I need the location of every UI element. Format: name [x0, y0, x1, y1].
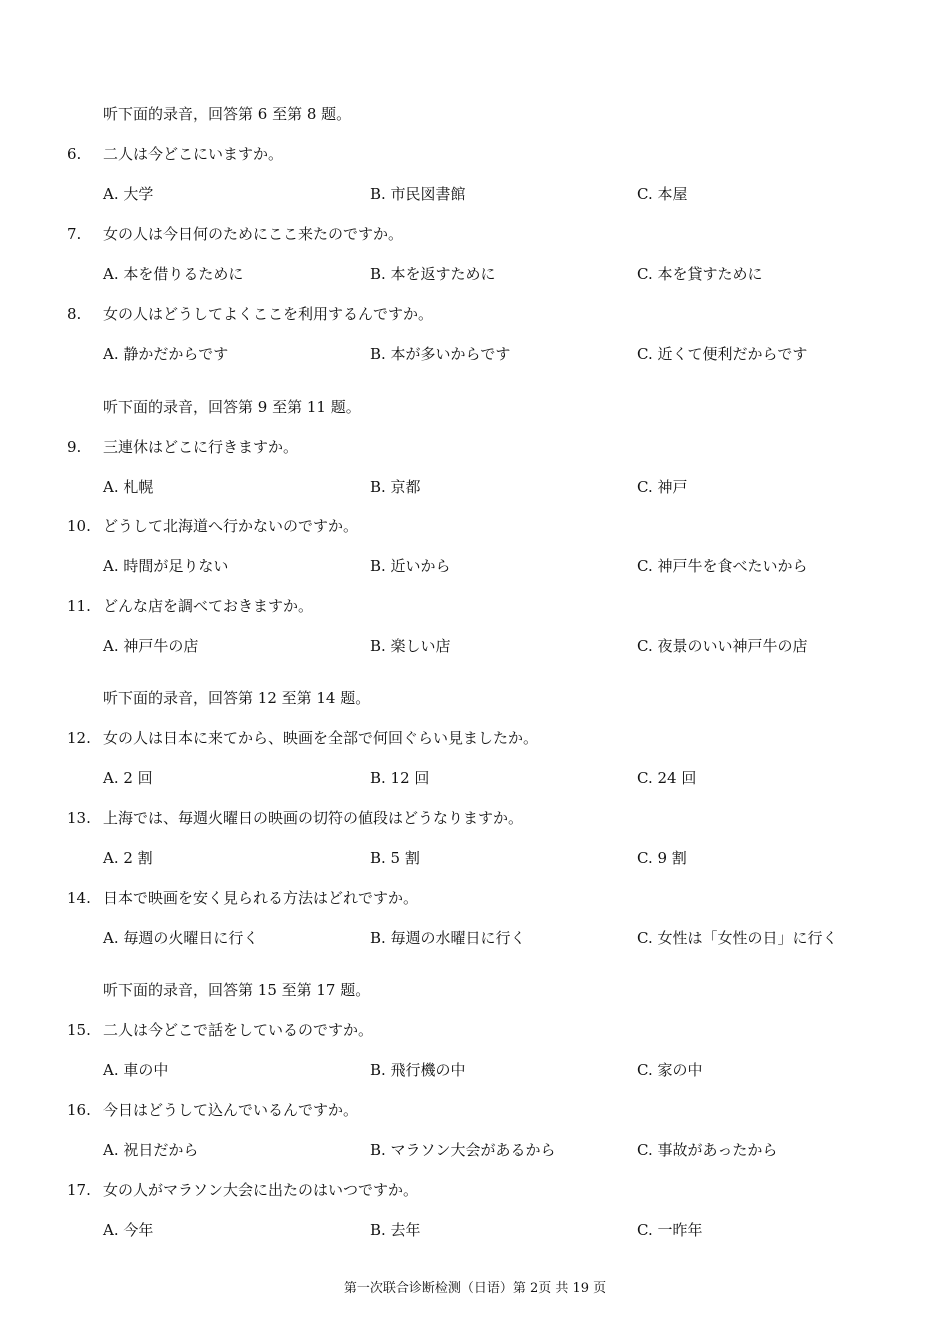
- question-number: 17.: [67, 1181, 91, 1199]
- option-c: C. 近くて便利だからです: [637, 345, 808, 363]
- question-number: 11.: [67, 597, 91, 615]
- option-c: C. 神戸: [637, 478, 688, 496]
- question-text: 今日はどうして込んでいるんですか。: [103, 1101, 359, 1119]
- option-c: C. 夜景のいい神戸牛の店: [637, 637, 808, 655]
- option-b: B. 京都: [370, 478, 421, 496]
- question-number: 14.: [67, 889, 91, 907]
- option-a: A. 毎週の火曜日に行く: [103, 929, 259, 947]
- option-b: B. 5 割: [370, 849, 420, 867]
- question-number: 8.: [67, 305, 82, 323]
- option-c: C. 一昨年: [637, 1221, 703, 1239]
- question-text: どうして北海道へ行かないのですか。: [103, 517, 359, 535]
- question-text: 三連休はどこに行きますか。: [103, 438, 299, 456]
- option-b: B. 本が多いからです: [370, 345, 511, 363]
- option-a: A. 静かだからです: [103, 345, 229, 363]
- option-a: A. 札幌: [103, 478, 154, 496]
- option-c: C. 事故があったから: [637, 1141, 778, 1159]
- option-b: B. 本を返すために: [370, 265, 496, 283]
- option-a: A. 本を借りるために: [103, 265, 244, 283]
- question-text: 上海では、毎週火曜日の映画の切符の値段はどうなりますか。: [103, 809, 524, 827]
- option-a: A. 時間が足りない: [103, 557, 229, 575]
- section-header: 听下面的录音，回答第 9 至第 11 题。: [103, 398, 361, 416]
- option-b: B. 楽しい店: [370, 637, 451, 655]
- option-c: C. 家の中: [637, 1061, 703, 1079]
- question-number: 13.: [67, 809, 91, 827]
- page-footer: 第一次联合诊断检测（日语）第 2页 共 19 页: [343, 1281, 607, 1296]
- question-number: 16.: [67, 1101, 91, 1119]
- section-header: 听下面的录音，回答第 15 至第 17 题。: [103, 981, 371, 999]
- option-a: A. 2 割: [103, 849, 153, 867]
- option-b: B. 去年: [370, 1221, 421, 1239]
- option-a: A. 車の中: [103, 1061, 169, 1079]
- option-a: A. 2 回: [103, 769, 153, 787]
- question-text: 女の人がマラソン大会に出たのはいつですか。: [103, 1181, 419, 1199]
- question-text: どんな店を調べておきますか。: [103, 597, 314, 615]
- option-b: B. 近いから: [370, 557, 451, 575]
- question-text: 二人は今どこで話をしているのですか。: [103, 1021, 374, 1039]
- option-a: A. 今年: [103, 1221, 154, 1239]
- option-a: A. 大学: [103, 185, 154, 203]
- question-number: 9.: [67, 438, 82, 456]
- option-b: B. 飛行機の中: [370, 1061, 466, 1079]
- option-b: B. 12 回: [370, 769, 430, 787]
- option-a: A. 祝日だから: [103, 1141, 199, 1159]
- question-number: 7.: [67, 225, 82, 243]
- option-c: C. 24 回: [637, 769, 697, 787]
- option-b: B. 市民図書館: [370, 185, 466, 203]
- option-c: C. 9 割: [637, 849, 687, 867]
- option-b: B. マラソン大会があるから: [370, 1141, 556, 1159]
- question-text: 女の人は今日何のためにここ来たのですか。: [103, 225, 404, 243]
- option-b: B. 毎週の水曜日に行く: [370, 929, 526, 947]
- question-text: 女の人はどうしてよくここを利用するんですか。: [103, 305, 434, 323]
- question-number: 15.: [67, 1021, 91, 1039]
- option-a: A. 神戸牛の店: [103, 637, 199, 655]
- option-c: C. 女性は「女性の日」に行く: [637, 929, 838, 947]
- option-c: C. 神戸牛を食べたいから: [637, 557, 808, 575]
- question-text: 二人は今どこにいますか。: [103, 145, 284, 163]
- question-number: 6.: [67, 145, 82, 163]
- question-number: 10.: [67, 517, 91, 535]
- option-c: C. 本屋: [637, 185, 688, 203]
- question-text: 日本で映画を安く見られる方法はどれですか。: [103, 889, 419, 907]
- section-header: 听下面的录音，回答第 6 至第 8 题。: [103, 105, 352, 123]
- option-c: C. 本を貸すために: [637, 265, 763, 283]
- question-number: 12.: [67, 729, 91, 747]
- question-text: 女の人は日本に来てから、映画を全部で何回ぐらい見ましたか。: [103, 729, 539, 747]
- section-header: 听下面的录音，回答第 12 至第 14 题。: [103, 689, 371, 707]
